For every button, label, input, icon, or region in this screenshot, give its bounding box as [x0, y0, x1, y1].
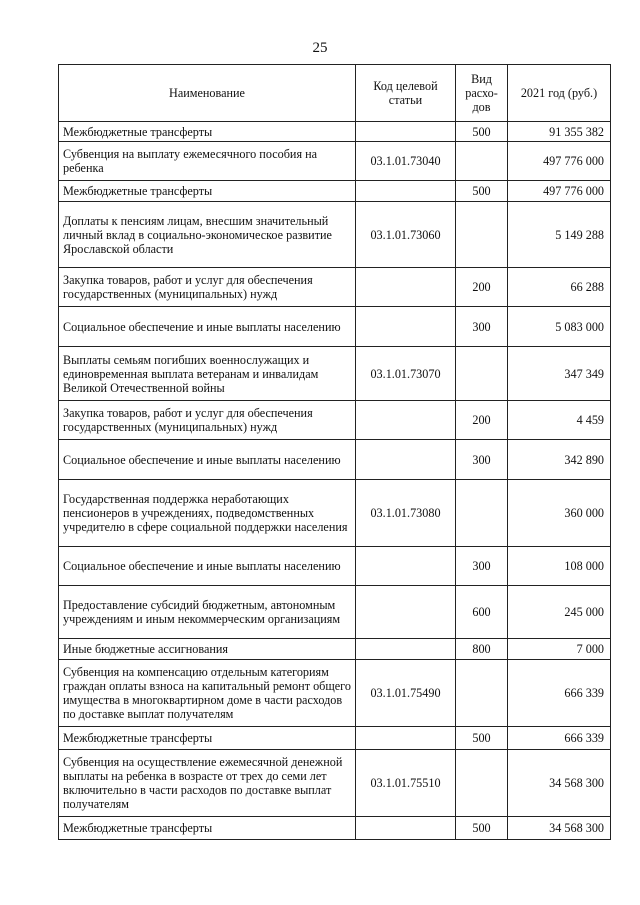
row-type	[456, 750, 508, 817]
table-row	[59, 639, 611, 660]
header-code: Код целевой статьи	[356, 65, 456, 122]
table-row	[59, 401, 611, 440]
row-type: 500	[456, 181, 508, 202]
row-type: 600	[456, 586, 508, 639]
row-type	[456, 142, 508, 181]
row-code	[356, 727, 456, 750]
page-number: 25	[312, 40, 328, 56]
row-type: 300	[456, 440, 508, 480]
table-header-row	[59, 65, 611, 122]
table-row	[59, 202, 611, 268]
row-code	[356, 307, 456, 347]
table-row	[59, 181, 611, 202]
row-code	[356, 181, 456, 202]
table-row	[59, 547, 611, 586]
row-sum: 108 000	[508, 547, 611, 586]
table-row	[59, 307, 611, 347]
table-row	[59, 347, 611, 401]
row-type	[456, 347, 508, 401]
row-code	[356, 547, 456, 586]
row-sum: 497 776 000	[508, 181, 611, 202]
row-code	[356, 440, 456, 480]
row-sum: 4 459	[508, 401, 611, 440]
row-sum: 5 149 288	[508, 202, 611, 268]
row-name: Доплаты к пенсиям лицам, внесшим значительный личный вклад в социально-экономическое развитие Ярославской области	[59, 202, 356, 268]
row-sum: 34 568 300	[508, 750, 611, 817]
row-name: Закупка товаров, работ и услуг для обеспечения государственных (муниципальных) нужд	[59, 401, 356, 440]
row-code: 03.1.01.73070	[356, 347, 456, 401]
row-type: 500	[456, 122, 508, 142]
row-code	[356, 586, 456, 639]
row-sum: 347 349	[508, 347, 611, 401]
row-type: 200	[456, 268, 508, 307]
row-sum: 342 890	[508, 440, 611, 480]
row-name: Выплаты семьям погибших военнослужащих и единовременная выплата ветеранам и инвалидам Великой Отечественной войны	[59, 347, 356, 401]
row-name: Межбюджетные трансферты	[59, 122, 356, 142]
row-sum: 245 000	[508, 586, 611, 639]
header-type: Вид расхо-дов	[456, 65, 508, 122]
table-row	[59, 660, 611, 727]
budget-table	[58, 64, 611, 840]
header-sum: 2021 год (руб.)	[508, 65, 611, 122]
row-type: 300	[456, 547, 508, 586]
table-body	[59, 122, 611, 840]
table-row	[59, 440, 611, 480]
row-name: Межбюджетные трансферты	[59, 181, 356, 202]
row-code	[356, 122, 456, 142]
row-type: 200	[456, 401, 508, 440]
row-code: 03.1.01.73060	[356, 202, 456, 268]
table-row	[59, 142, 611, 181]
row-sum: 7 000	[508, 639, 611, 660]
row-sum: 360 000	[508, 480, 611, 547]
row-code	[356, 817, 456, 840]
row-name: Субвенция на компенсацию отдельным категориям граждан оплаты взноса на капитальный ремонт общего имущества в многоквартирном доме в части расходов по доставке выплат получателям	[59, 660, 356, 727]
row-name: Социальное обеспечение и иные выплаты населению	[59, 307, 356, 347]
row-type	[456, 202, 508, 268]
row-name: Субвенция на осуществление ежемесячной денежной выплаты на ребенка в возрасте от трех до семи лет включительно в части расходов по доставке выплат получателям	[59, 750, 356, 817]
row-sum: 666 339	[508, 727, 611, 750]
row-code: 03.1.01.75510	[356, 750, 456, 817]
table-row	[59, 750, 611, 817]
row-name: Социальное обеспечение и иные выплаты населению	[59, 547, 356, 586]
row-code	[356, 639, 456, 660]
row-code: 03.1.01.75490	[356, 660, 456, 727]
row-type: 300	[456, 307, 508, 347]
table-row	[59, 122, 611, 142]
row-type	[456, 480, 508, 547]
row-code	[356, 268, 456, 307]
row-name: Межбюджетные трансферты	[59, 727, 356, 750]
table-row	[59, 727, 611, 750]
row-name: Социальное обеспечение и иные выплаты населению	[59, 440, 356, 480]
row-type: 500	[456, 817, 508, 840]
row-name: Иные бюджетные ассигнования	[59, 639, 356, 660]
table-row	[59, 586, 611, 639]
row-sum: 34 568 300	[508, 817, 611, 840]
row-name: Государственная поддержка неработающих пенсионеров в учреждениях, подведомственных учредителю в сфере социальной поддержки населения	[59, 480, 356, 547]
row-name: Закупка товаров, работ и услуг для обеспечения государственных (муниципальных) нужд	[59, 268, 356, 307]
row-type: 500	[456, 727, 508, 750]
table-row	[59, 268, 611, 307]
row-code: 03.1.01.73080	[356, 480, 456, 547]
row-type	[456, 660, 508, 727]
row-sum: 66 288	[508, 268, 611, 307]
row-sum: 5 083 000	[508, 307, 611, 347]
row-name: Межбюджетные трансферты	[59, 817, 356, 840]
row-type: 800	[456, 639, 508, 660]
row-sum: 91 355 382	[508, 122, 611, 142]
table-row	[59, 480, 611, 547]
row-name: Предоставление субсидий бюджетным, автономным учреждениям и иным некоммерческим организациям	[59, 586, 356, 639]
header-name: Наименование	[59, 65, 356, 122]
row-code	[356, 401, 456, 440]
row-sum: 497 776 000	[508, 142, 611, 181]
row-name: Субвенция на выплату ежемесячного пособия на ребенка	[59, 142, 356, 181]
row-code: 03.1.01.73040	[356, 142, 456, 181]
row-sum: 666 339	[508, 660, 611, 727]
table-row	[59, 817, 611, 840]
